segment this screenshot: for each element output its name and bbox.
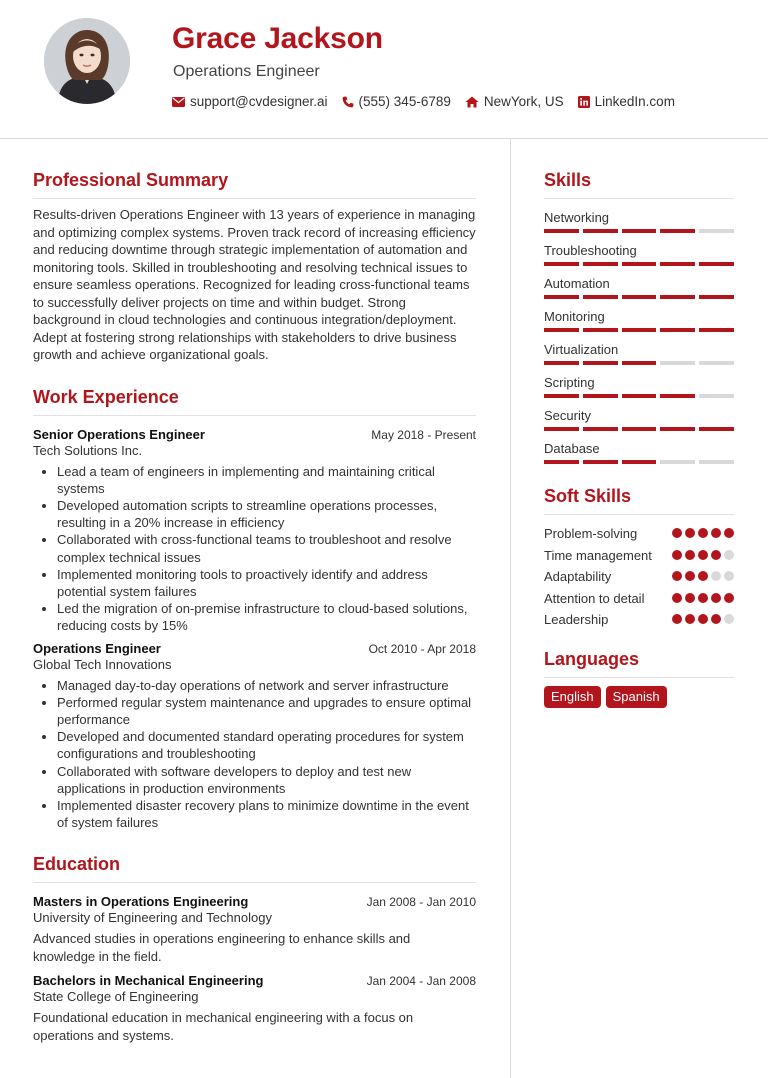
list-item: • Implemented monitoring tools to proactively identify and address potential system failures	[57, 566, 476, 600]
skill-name: Database	[544, 441, 600, 456]
linkedin-icon	[578, 96, 590, 108]
job-company: Global Tech Innovations	[33, 656, 172, 672]
skill-name: Troubleshooting	[544, 243, 637, 258]
level-segment	[660, 262, 695, 266]
soft-skill-name: Leadership	[544, 612, 609, 627]
level-segment	[544, 295, 579, 299]
level-segment	[583, 427, 618, 431]
soft-skill-item	[544, 611, 734, 629]
soft-skills-section	[544, 486, 734, 629]
level-segment	[544, 394, 579, 398]
rating-dot	[685, 550, 695, 560]
soft-skill-item	[544, 568, 734, 586]
skill-item	[544, 243, 734, 266]
skill-level-bar	[544, 361, 734, 365]
list-item: • Managed day-to-day operations of network and server infrastructure	[57, 677, 476, 694]
education-section	[33, 854, 476, 1044]
candidate-name: Grace Jackson	[172, 22, 383, 55]
section-heading: Work Experience	[33, 387, 476, 416]
education-entry	[33, 973, 476, 1044]
soft-skill-rating	[672, 593, 734, 603]
level-segment	[660, 427, 695, 431]
resume-header	[0, 0, 768, 139]
skill-level-bar	[544, 328, 734, 332]
rating-dot	[724, 528, 734, 538]
skills-section	[544, 170, 734, 464]
soft-skill-name: Adaptability	[544, 569, 612, 584]
level-segment	[544, 262, 579, 266]
rating-dot	[711, 528, 721, 538]
rating-dot	[698, 593, 708, 603]
rating-dot	[711, 571, 721, 581]
list-item: • Developed automation scripts to streamline operations processes, resulting in a 20% increase in efficiency	[57, 497, 476, 531]
skill-item	[544, 408, 734, 431]
rating-dot	[724, 593, 734, 603]
level-segment	[622, 229, 657, 233]
skill-name: Security	[544, 408, 591, 423]
level-segment	[660, 328, 695, 332]
rating-dot	[724, 571, 734, 581]
level-segment	[622, 460, 657, 464]
level-segment	[699, 295, 734, 299]
level-segment	[583, 262, 618, 266]
level-segment	[622, 427, 657, 431]
phone-icon	[342, 96, 354, 108]
rating-dot	[698, 528, 708, 538]
skill-name: Automation	[544, 276, 610, 291]
phone-text: (555) 345-6789	[358, 94, 451, 109]
rating-dot	[711, 614, 721, 624]
language-badge: English	[544, 686, 601, 708]
education-date: Jan 2004 - Jan 2008	[366, 974, 476, 989]
rating-dot	[724, 614, 734, 624]
contact-list	[172, 94, 675, 109]
summary-text: Results-driven Operations Engineer with 13 years of experience in managing and optimizing complex systems. Proven track record of increasing efficiency and reducing downtime through strategic implementation of automation and monitoring tools. Skilled in troubleshooting and resolving technical issues to ensure seamless operations. Recognized for leading cross-functional teams to successfully deliver projects on time and within budget. Strong background in cloud technologies and continuous integration/deployment. Adept at fostering strong relationships with stakeholders to drive business growth and achieve organizational goals.	[33, 207, 476, 362]
language-badge: Spanish	[606, 686, 667, 708]
level-segment	[699, 262, 734, 266]
skill-name: Virtualization	[544, 342, 619, 357]
level-segment	[699, 229, 734, 233]
level-segment	[699, 361, 734, 365]
email-text: support@cvdesigner.ai	[190, 94, 328, 109]
skill-item	[544, 309, 734, 332]
candidate-title: Operations Engineer	[173, 63, 320, 80]
level-segment	[622, 361, 657, 365]
skill-item	[544, 375, 734, 398]
skill-item	[544, 342, 734, 365]
rating-dot	[672, 614, 682, 624]
rating-dot	[698, 550, 708, 560]
level-segment	[544, 328, 579, 332]
level-segment	[583, 229, 618, 233]
section-heading: Skills	[544, 170, 734, 199]
job-bullets	[33, 677, 476, 832]
skills-list	[544, 210, 734, 464]
job-entry	[33, 427, 476, 635]
language-badges	[544, 686, 734, 708]
soft-skill-rating	[672, 614, 734, 624]
main-column	[33, 170, 476, 1044]
job-date: May 2018 - Present	[371, 427, 476, 442]
soft-skill-item	[544, 525, 734, 543]
rating-dot	[685, 571, 695, 581]
list-item: • Developed and documented standard operating procedures for system configurations and troubleshooting	[57, 728, 476, 762]
skill-level-bar	[544, 262, 734, 266]
contact-linkedin[interactable]	[578, 94, 675, 109]
section-heading: Languages	[544, 649, 734, 678]
rating-dot	[685, 593, 695, 603]
skill-item	[544, 441, 734, 464]
list-item: • Collaborated with cross-functional teams to troubleshoot and resolve complex technical issues	[57, 531, 476, 565]
job-title: Operations Engineer	[33, 640, 161, 656]
rating-dot	[698, 571, 708, 581]
school-name: State College of Engineering	[33, 989, 199, 1005]
soft-skill-rating	[672, 550, 734, 560]
level-segment	[583, 394, 618, 398]
experience-section	[33, 387, 476, 832]
column-divider	[510, 139, 511, 1078]
level-segment	[544, 427, 579, 431]
rating-dot	[685, 614, 695, 624]
level-segment	[660, 394, 695, 398]
level-segment	[544, 460, 579, 464]
skill-item	[544, 210, 734, 233]
skill-name: Scripting	[544, 375, 595, 390]
level-segment	[583, 361, 618, 365]
contact-email[interactable]	[172, 94, 328, 109]
section-heading: Professional Summary	[33, 170, 476, 199]
rating-dot	[711, 550, 721, 560]
soft-skill-name: Problem-solving	[544, 526, 638, 541]
rating-dot	[698, 614, 708, 624]
list-item: • Lead a team of engineers in implementing and maintaining critical systems	[57, 463, 476, 497]
sidebar-column	[544, 170, 734, 708]
soft-skills-list	[544, 525, 734, 629]
education-date: Jan 2008 - Jan 2010	[366, 895, 476, 910]
degree-title: Bachelors in Mechanical Engineering	[33, 973, 264, 989]
section-heading: Education	[33, 854, 476, 883]
skill-name: Networking	[544, 210, 610, 225]
skill-level-bar	[544, 394, 734, 398]
level-segment	[699, 460, 734, 464]
level-segment	[660, 295, 695, 299]
skill-level-bar	[544, 229, 734, 233]
skill-level-bar	[544, 295, 734, 299]
soft-skill-item	[544, 590, 734, 608]
level-segment	[660, 229, 695, 233]
profile-photo	[44, 18, 130, 104]
home-icon	[465, 96, 479, 108]
level-segment	[660, 460, 695, 464]
level-segment	[622, 262, 657, 266]
education-description: Foundational education in mechanical engineering with a focus on operations and systems.	[33, 1010, 414, 1043]
list-item: • Led the migration of on-premise infrastructure to cloud-based solutions, reducing costs by 15%	[57, 600, 476, 634]
level-segment	[583, 460, 618, 464]
rating-dot	[672, 593, 682, 603]
job-bullets	[33, 463, 476, 635]
rating-dot	[672, 528, 682, 538]
contact-phone[interactable]	[342, 94, 451, 109]
rating-dot	[672, 571, 682, 581]
job-title: Senior Operations Engineer	[33, 426, 205, 442]
level-segment	[660, 361, 695, 365]
level-segment	[622, 328, 657, 332]
level-segment	[699, 394, 734, 398]
school-name: University of Engineering and Technology	[33, 910, 272, 926]
skill-level-bar	[544, 427, 734, 431]
skill-level-bar	[544, 460, 734, 464]
soft-skill-rating	[672, 571, 734, 581]
job-date: Oct 2010 - Apr 2018	[368, 641, 476, 656]
job-entry	[33, 641, 476, 832]
languages-section	[544, 649, 734, 708]
location-text: NewYork, US	[483, 94, 564, 109]
contact-location	[465, 94, 564, 109]
section-heading: Soft Skills	[544, 486, 734, 515]
rating-dot	[685, 528, 695, 538]
skill-item	[544, 276, 734, 299]
rating-dot	[711, 593, 721, 603]
rating-dot	[672, 550, 682, 560]
level-segment	[699, 427, 734, 431]
skill-name: Monitoring	[544, 309, 605, 324]
linkedin-text: LinkedIn.com	[594, 94, 675, 109]
soft-skill-rating	[672, 528, 734, 538]
job-company: Tech Solutions Inc.	[33, 442, 143, 458]
soft-skill-name: Attention to detail	[544, 590, 645, 606]
level-segment	[544, 361, 579, 365]
list-item: • Implemented disaster recovery plans to minimize downtime in the event of system failures	[57, 797, 476, 831]
level-segment	[583, 295, 618, 299]
level-segment	[699, 328, 734, 332]
education-entry	[33, 894, 476, 965]
envelope-icon	[172, 97, 185, 107]
soft-skill-item	[544, 547, 734, 565]
degree-title: Masters in Operations Engineering	[33, 894, 249, 910]
level-segment	[622, 295, 657, 299]
soft-skill-name: Time management	[544, 547, 652, 563]
level-segment	[583, 328, 618, 332]
list-item: • Collaborated with software developers to deploy and test new applications in production environments	[57, 763, 476, 797]
list-item: • Performed regular system maintenance and upgrades to ensure optimal performance	[57, 694, 476, 728]
summary-section	[33, 170, 476, 364]
level-segment	[544, 229, 579, 233]
rating-dot	[724, 550, 734, 560]
level-segment	[622, 394, 657, 398]
education-description: Advanced studies in operations engineering to enhance skills and knowledge in the field.	[33, 931, 411, 964]
